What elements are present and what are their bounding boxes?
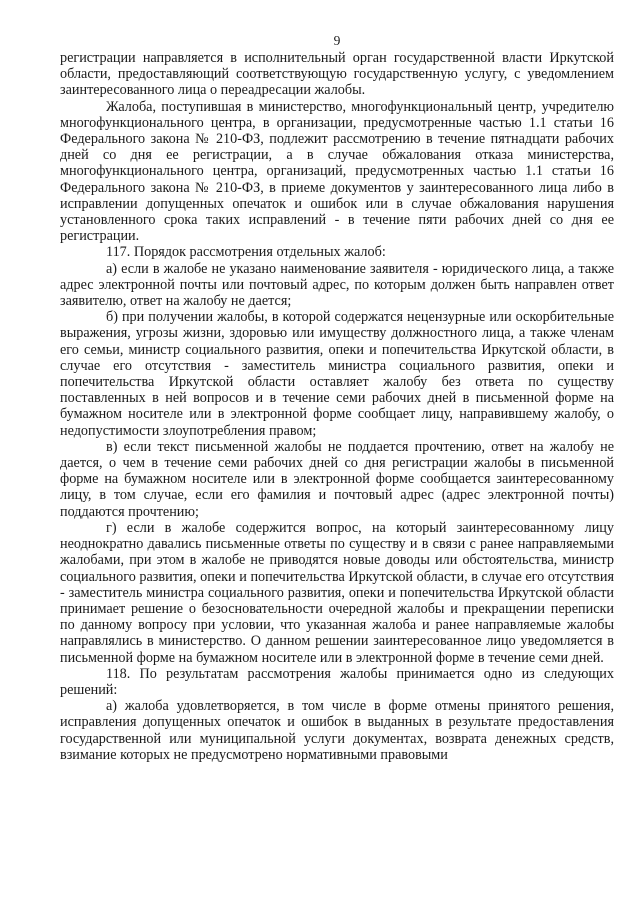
paragraph-117-v: в) если текст письменной жалобы не поддается прочтению, ответ на жалобу не дается, о чем в течение семи рабочих дней со дня регистрации жалобы в письменной форме на бумажном носителе или в электронной форме сообщается заинтересованному лицу, в том случае, если его фамилия и почтовый адрес (адрес электронной почты) поддаются прочтению;: [60, 438, 614, 520]
paragraph-continuation: регистрации направляется в исполнительный орган государственной власти Иркутской области, предоставляющий соответствующую государственную услугу, с уведомлением заинтересованного лица о переадресации жалобы.: [60, 50, 614, 99]
paragraph-117-a: а) если в жалобе не указано наименование заявителя - юридического лица, а также адрес электронной почты или почтовый адрес, по которым должен быть направлен ответ заявителю, ответ на жалобу не дается;: [60, 260, 614, 310]
paragraph-118-a: а) жалоба удовлетворяется, в том числе в форме отмены принятого решения, исправления допущенных опечаток и ошибок в выданных в результате предоставления государственной или муниципальной услуги документах, возврата денежных средств, взимание которых не предусмотрено нормативными правовыми: [60, 698, 614, 763]
paragraph-heading-118: 118. По результатам рассмотрения жалобы принимается одно из следующих решений:: [60, 665, 614, 698]
document-body: [60, 50, 614, 763]
paragraph-117-g: г) если в жалобе содержится вопрос, на который заинтересованному лицу неоднократно давались письменные ответы по существу и в связи с ранее направляемыми жалобами, при этом в жалобе не приводятся новые доводы или обстоятельства, министр социального развития, опеки и попечительства Иркутской области, в случае его отсутствия - заместитель министра социального развития, опеки и попечительства Иркутской области принимает решение о безосновательности очередной жалобы и прекращении переписки по данному вопросу при условии, что указанная жалоба и ранее направляемые жалобы направлялись в министерство. О данном решении заинтересованное лицо уведомляется в письменной форме на бумажном носителе или в электронной форме в течение семи дней.: [60, 519, 614, 666]
paragraph-complaint-review-term: Жалоба, поступившая в министерство, многофункциональный центр, учредителю многофункционального центра, в организации, предусмотренные частью 1.1 статьи 16 Федерального закона № 210-ФЗ, подлежит рассмотрению в течение пятнадцати рабочих дней со дня ее регистрации, а в случае обжалования отказа министерства, многофункционального центра, организаций, предусмотренных частью 1.1 статьи 16 Федерального закона № 210-ФЗ, в приеме документов у заинтересованного лица либо в исправлении допущенных опечаток и ошибок или в случае обжалования нарушения установленного срока таких исправлений - в течение пяти рабочих дней со дня ее регистрации.: [60, 98, 614, 245]
paragraph-heading-117: 117. Порядок рассмотрения отдельных жалоб:: [106, 244, 386, 261]
paragraph-117-b: б) при получении жалобы, в которой содержатся нецензурные или оскорбительные выражения, угрозы жизни, здоровью или имуществу должностного лица, а также членам его семьи, министр социального развития, опеки и попечительства Иркутской области, в случае его отсутствия - заместитель министра социального развития, опеки и попечительства Иркутской области оставляет жалобу без ответа по существу поставленных в ней вопросов и в течение семи рабочих дней в письменной форме на бумажном носителе или в электронной форме сообщает лицу, направившему жалобу, о недопустимости злоупотребления правом;: [60, 309, 614, 439]
page-number: 9: [333, 33, 341, 48]
